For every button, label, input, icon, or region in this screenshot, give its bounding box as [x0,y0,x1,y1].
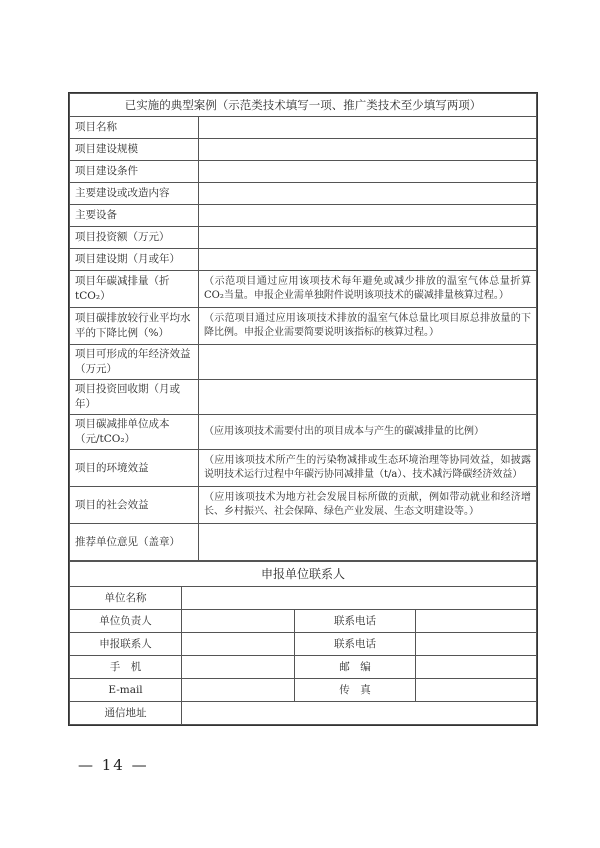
case-row-value[interactable]: （应用该项技术所产生的污染物减排或生态环境治理等协同效益，如披露说明技术运行过程中年碳污协同减排量（t/a）、技术减污降碳经济效益） [199,450,537,487]
contact-row-email [70,679,537,702]
case-row [70,345,537,380]
email-label: E-mail [70,679,182,702]
case-row-label: 项目建设规模 [70,139,199,161]
case-row [70,139,537,161]
email-field[interactable] [182,679,295,702]
mobile-label: 手 机 [70,656,182,679]
case-row-label: 项目的社会效益 [70,487,199,524]
case-row [70,249,537,271]
case-row-label: 主要建设或改造内容 [70,183,199,205]
case-row [70,117,537,139]
case-row [70,308,537,345]
phone-label-1: 联系电话 [295,610,416,633]
case-row-label: 项目可形成的年经济效益（万元） [70,345,199,380]
case-row-value[interactable]: （示范项目通过应用该项技术每年避免或减少排放的温室气体总量折算CO₂当量。申报企业需单独附件说明该项技术的碳减排量核算过程。） [199,271,537,308]
unit-name-field[interactable] [182,587,537,610]
case-row-label: 项目的环境效益 [70,450,199,487]
case-row [70,227,537,249]
case-row-label: 项目碳排放较行业平均水平的下降比例（%） [70,308,199,345]
application-form [68,92,538,726]
case-row [70,487,537,524]
unit-leader-field[interactable] [182,610,295,633]
applicant-contact-field[interactable] [182,633,295,656]
phone-field-1[interactable] [416,610,537,633]
fax-label: 传 真 [295,679,416,702]
case-row-label: 项目碳减排单位成本（元/tCO₂） [70,415,199,450]
case-row-value[interactable] [199,205,537,227]
case-row-value[interactable] [199,161,537,183]
case-row-label: 推荐单位意见（盖章） [70,524,199,561]
contact-row-leader [70,610,537,633]
case-row-value[interactable] [199,380,537,415]
case-row-value[interactable]: （应用该项技术为地方社会发展目标所做的贡献，例如带动就业和经济增长、乡村振兴、社会保障、绿色产业发展、生态文明建设等。） [199,487,537,524]
cases-section-header: 已实施的典型案例（示范类技术填写一项、推广类技术至少填写两项） [70,94,537,117]
case-row-value[interactable] [199,139,537,161]
contact-header-row [70,562,537,587]
phone-label-2: 联系电话 [295,633,416,656]
address-label: 通信地址 [70,702,182,725]
case-row-label: 项目建设期（月或年） [70,249,199,271]
postcode-label: 邮 编 [295,656,416,679]
case-row-value[interactable] [199,183,537,205]
postcode-field[interactable] [416,656,537,679]
case-row-value[interactable]: （应用该项技术需要付出的项目成本与产生的碳减排量的比例） [199,415,537,450]
contact-row-mobile [70,656,537,679]
contact-table [69,561,537,725]
case-row [70,271,537,308]
phone-field-2[interactable] [416,633,537,656]
case-row-value[interactable] [199,345,537,380]
cases-table [69,93,537,561]
case-row-label: 项目年碳减排量（折tCO₂） [70,271,199,308]
unit-leader-label: 单位负责人 [70,610,182,633]
case-row-label: 主要设备 [70,205,199,227]
case-row [70,524,537,561]
contact-row-unit-name [70,587,537,610]
case-row-value[interactable] [199,524,537,561]
case-row-value[interactable] [199,249,537,271]
case-row [70,183,537,205]
case-row-value[interactable] [199,227,537,249]
case-row-label: 项目投资额（万元） [70,227,199,249]
case-row-label: 项目名称 [70,117,199,139]
case-rows [70,117,537,561]
page-number: — 14 — [78,756,149,774]
case-row-value[interactable]: （示范项目通过应用该项技术排放的温室气体总量比项目原总排放量的下降比例。申报企业需要简要说明该指标的核算过程。） [199,308,537,345]
contact-row-applicant [70,633,537,656]
case-row-value[interactable] [199,117,537,139]
case-row [70,161,537,183]
case-row [70,415,537,450]
case-row [70,450,537,487]
contact-section-header: 申报单位联系人 [70,562,537,587]
mobile-field[interactable] [182,656,295,679]
applicant-contact-label: 申报联系人 [70,633,182,656]
case-row [70,205,537,227]
contact-row-address [70,702,537,725]
unit-name-label: 单位名称 [70,587,182,610]
address-field[interactable] [182,702,537,725]
cases-header-row [70,94,537,117]
fax-field[interactable] [416,679,537,702]
case-row [70,380,537,415]
case-row-label: 项目建设条件 [70,161,199,183]
case-row-label: 项目投资回收期（月或年） [70,380,199,415]
